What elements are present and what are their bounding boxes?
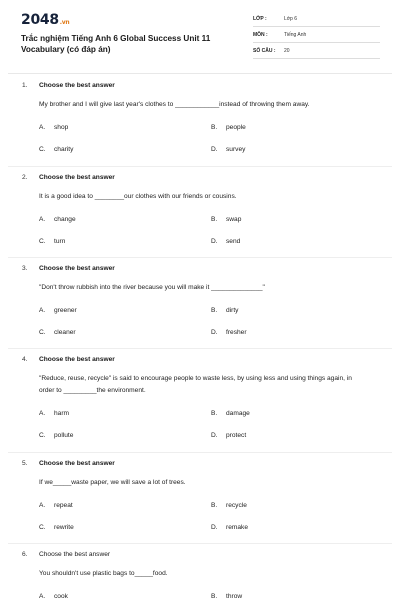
option-text: change <box>54 216 76 223</box>
option-letter: B. <box>211 124 218 131</box>
option-letter: A. <box>39 216 46 223</box>
question-number: 5. <box>22 460 28 467</box>
question-text: "Reduce, reuse, recycle" is said to encourage people to waste less, by using less and using things again, in order to _________the environment. <box>39 375 352 394</box>
question-text: My brother and I will give last year's clothes to ____________instead of throwing them away. <box>39 101 310 108</box>
meta-label: MÔN : <box>253 32 268 38</box>
option-a[interactable] <box>39 410 69 417</box>
question-separator <box>8 257 392 258</box>
meta-label: LỚP : <box>253 16 267 22</box>
option-text: pollute <box>54 432 74 439</box>
option-text: send <box>226 238 241 245</box>
logo-suffix: .vn <box>59 19 70 26</box>
option-text: turn <box>54 238 66 245</box>
question-number: 6. <box>22 551 28 558</box>
question-text: It is a good idea to ________our clothes with our friends or cousins. <box>39 193 237 200</box>
option-letter: A. <box>39 124 46 131</box>
option-a[interactable] <box>39 502 73 509</box>
option-letter: A. <box>39 410 46 417</box>
option-d[interactable] <box>211 524 248 531</box>
option-letter: C. <box>39 146 46 153</box>
option-b[interactable] <box>211 124 246 131</box>
option-b[interactable] <box>211 502 247 509</box>
meta-subject <box>253 30 380 43</box>
option-letter: B. <box>211 502 218 509</box>
option-letter: C. <box>39 524 46 531</box>
option-text: charity <box>54 146 74 153</box>
option-c[interactable] <box>39 432 73 439</box>
question-instruction: Choose the best answer <box>39 356 115 363</box>
question-instruction: Choose the best answer <box>39 460 115 467</box>
option-letter: D. <box>211 146 218 153</box>
option-letter: A. <box>39 502 46 509</box>
option-text: remake <box>226 524 248 531</box>
option-letter: C. <box>39 238 46 245</box>
question-number: 3. <box>22 265 28 272</box>
option-letter: D. <box>211 524 218 531</box>
option-d[interactable] <box>211 238 240 245</box>
document-title: Trắc nghiệm Tiếng Anh 6 Global Success Unit 11 Vocabulary (có đáp án) <box>21 34 211 54</box>
option-b[interactable] <box>211 216 241 223</box>
option-letter: A. <box>39 307 46 314</box>
option-letter: B. <box>211 410 218 417</box>
option-letter: C. <box>39 432 46 439</box>
option-d[interactable] <box>211 432 246 439</box>
meta-value: Tiếng Anh <box>284 32 307 38</box>
meta-grade <box>253 14 380 27</box>
question-number: 1. <box>22 82 28 89</box>
option-text: survey <box>226 146 246 153</box>
site-logo[interactable] <box>21 12 69 28</box>
option-text: harm <box>54 410 70 417</box>
option-c[interactable] <box>39 146 73 153</box>
option-a[interactable] <box>39 216 76 223</box>
option-letter: D. <box>211 238 218 245</box>
meta-value: Lớp 6 <box>284 16 298 22</box>
option-text: people <box>226 124 246 131</box>
option-b[interactable] <box>211 593 242 600</box>
option-letter: B. <box>211 593 218 600</box>
logo-text: 2048 <box>21 12 59 28</box>
option-text: dirty <box>226 307 239 314</box>
option-text: fresher <box>226 329 247 336</box>
question-instruction: Choose the best answer <box>39 82 115 89</box>
header-divider <box>8 73 392 74</box>
option-text: protect <box>226 432 247 439</box>
option-text: throw <box>226 593 243 600</box>
option-text: cleaner <box>54 329 76 336</box>
option-letter: B. <box>211 307 218 314</box>
question-text: "Don't throw rubbish into the river because you will make it ______________" <box>39 284 265 291</box>
option-letter: A. <box>39 593 46 600</box>
option-letter: D. <box>211 432 218 439</box>
option-a[interactable] <box>39 124 68 131</box>
page-header <box>0 0 400 72</box>
option-text: swap <box>226 216 242 223</box>
option-c[interactable] <box>39 329 76 336</box>
option-text: cook <box>54 593 68 600</box>
meta-question-count <box>253 46 380 59</box>
option-a[interactable] <box>39 307 77 314</box>
option-text: damage <box>226 410 250 417</box>
option-letter: C. <box>39 329 46 336</box>
option-text: shop <box>54 124 69 131</box>
option-c[interactable] <box>39 524 74 531</box>
question-separator <box>8 543 392 544</box>
option-text: greener <box>54 307 77 314</box>
option-a[interactable] <box>39 593 68 600</box>
option-text: rewrite <box>54 524 74 531</box>
option-text: recycle <box>226 502 247 509</box>
option-d[interactable] <box>211 146 245 153</box>
question-separator <box>8 166 392 167</box>
option-d[interactable] <box>211 329 247 336</box>
option-c[interactable] <box>39 238 65 245</box>
option-letter: D. <box>211 329 218 336</box>
question-text: If we_____waste paper, we will save a lot of trees. <box>39 479 186 486</box>
meta-label: SỐ CÂU : <box>253 48 276 54</box>
option-text: repeat <box>54 502 73 509</box>
option-b[interactable] <box>211 307 238 314</box>
question-number: 2. <box>22 174 28 181</box>
meta-value: 20 <box>284 48 290 54</box>
question-number: 4. <box>22 356 28 363</box>
question-text: You shouldn't use plastic bags to_____food. <box>39 570 168 577</box>
option-b[interactable] <box>211 410 250 417</box>
question-instruction: Choose the best answer <box>39 265 115 272</box>
question-separator <box>8 348 392 349</box>
question-separator <box>8 452 392 453</box>
question-instruction: Choose the best answer <box>39 551 111 558</box>
question-instruction: Choose the best answer <box>39 174 115 181</box>
option-letter: B. <box>211 216 218 223</box>
quiz-meta <box>253 14 380 62</box>
